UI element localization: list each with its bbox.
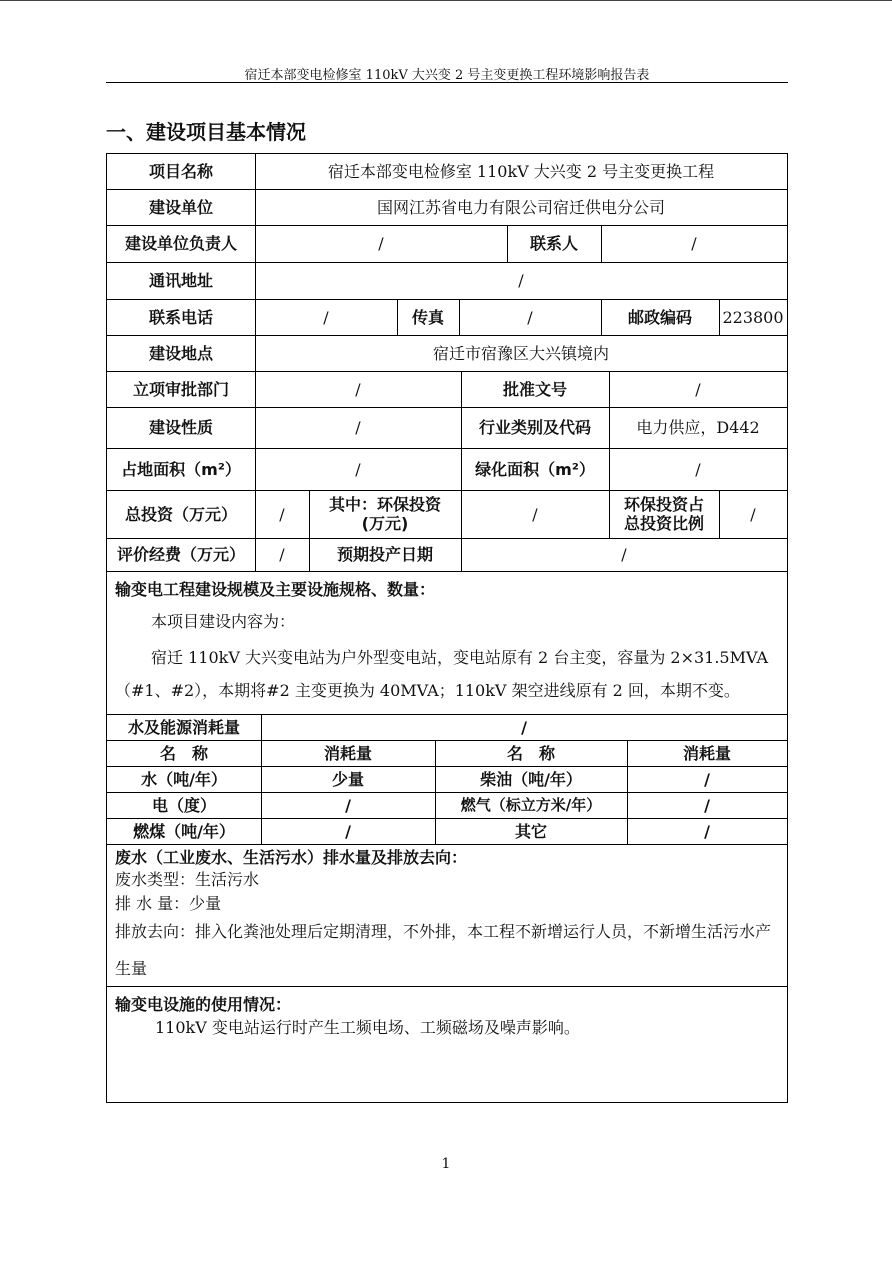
evaluation-fee-value: / bbox=[279, 545, 285, 564]
energy-row-name: 其它 bbox=[514, 821, 547, 841]
energy-row-name: 燃煤（吨/年） bbox=[133, 821, 235, 841]
energy-row-amount: / bbox=[704, 769, 710, 789]
env-investment-label-line1: 其中：环保投资 bbox=[328, 495, 441, 514]
approval-no-value: / bbox=[695, 379, 701, 399]
fax-value: / bbox=[527, 307, 533, 327]
energy-col-name-1: 名 称 bbox=[159, 743, 208, 763]
phone-value: / bbox=[323, 307, 329, 327]
usage-description: 110kV 变电站运行时产生工频电场、工频磁场及噪声影响。 bbox=[155, 1018, 580, 1037]
postcode-label: 邮政编码 bbox=[627, 307, 692, 327]
construction-unit-label: 建设单位 bbox=[148, 197, 213, 217]
fax-label: 传真 bbox=[411, 307, 444, 327]
scale-title: 输变电工程建设规模及主要设施规格、数量： bbox=[115, 580, 436, 599]
energy-consumption-value: / bbox=[521, 717, 527, 737]
energy-col-amount-1: 消耗量 bbox=[323, 743, 372, 763]
energy-row-amount: / bbox=[704, 821, 710, 841]
env-ratio-label bbox=[609, 490, 719, 538]
construction-site-label: 建设地点 bbox=[148, 343, 213, 363]
land-area-value: / bbox=[355, 459, 361, 479]
energy-row-name: 水（吨/年） bbox=[141, 769, 227, 789]
total-investment-value: / bbox=[279, 504, 285, 524]
page-top-border bbox=[0, 0, 892, 1]
approval-dept-label: 立项审批部门 bbox=[132, 379, 229, 399]
energy-consumption-label: 水及能源消耗量 bbox=[127, 717, 240, 737]
construction-site-value: 宿迁市宿豫区大兴镇境内 bbox=[432, 343, 609, 363]
row-divider bbox=[107, 571, 787, 572]
project-name-value: 宿迁本部变电检修室 110kV 大兴变 2 号主变更换工程 bbox=[327, 162, 715, 181]
section-title: 一、建设项目基本情况 bbox=[106, 120, 306, 144]
total-investment-label: 总投资（万元） bbox=[124, 504, 237, 524]
production-date-value: / bbox=[621, 545, 627, 564]
wastewater-destination: 排放去向：排入化粪池处理后定期清理，不外排，本工程不新增运行人员，不新增生活污水产生量 bbox=[115, 922, 772, 978]
industry-label: 行业类别及代码 bbox=[478, 418, 591, 437]
construction-nature-value: / bbox=[355, 418, 361, 437]
scale-description: 宿迁 110kV 大兴变电站为户外型变电站，变电站原有 2 台主变，容量为 2×31.5MVA（#1、#2），本期将#2 主变更换为 40MVA；110kV 架空进线原有 2 回，本期不变。 bbox=[115, 648, 769, 700]
page-header: 宿迁本部变电检修室 110kV 大兴变 2 号主变更换工程环境影响报告表 bbox=[244, 68, 650, 83]
env-investment-label-line2: (万元) bbox=[361, 514, 409, 533]
postcode-value: 223800 bbox=[722, 307, 784, 327]
phone-label: 联系电话 bbox=[148, 307, 213, 327]
energy-row-amount: / bbox=[704, 795, 710, 815]
row-divider bbox=[107, 844, 787, 845]
energy-row-amount: 少量 bbox=[331, 769, 364, 789]
unit-leader-label: 建设单位负责人 bbox=[124, 234, 237, 253]
env-investment-value: / bbox=[532, 504, 538, 524]
industry-value: 电力供应，D442 bbox=[636, 418, 760, 437]
page-number: 1 bbox=[441, 1156, 451, 1172]
contact-person-label: 联系人 bbox=[529, 234, 578, 253]
env-ratio-label-line1: 环保投资占 bbox=[623, 495, 704, 514]
scale-intro: 本项目建设内容为： bbox=[151, 612, 296, 631]
approval-dept-value: / bbox=[355, 379, 361, 399]
green-area-label: 绿化面积（m²） bbox=[475, 459, 595, 479]
contact-person-value: / bbox=[691, 234, 697, 253]
energy-row-amount: / bbox=[345, 821, 351, 841]
land-area-label: 占地面积（m²） bbox=[121, 459, 241, 479]
mailing-address-value: / bbox=[518, 271, 524, 290]
header-rule bbox=[106, 82, 788, 83]
approval-no-label: 批准文号 bbox=[502, 379, 567, 399]
wastewater-title: 废水（工业废水、生活污水）排水量及排放去向： bbox=[115, 848, 468, 867]
evaluation-fee-label: 评价经费（万元） bbox=[116, 545, 245, 564]
energy-row-name: 电（度） bbox=[151, 795, 216, 815]
green-area-value: / bbox=[695, 459, 701, 479]
env-investment-label bbox=[309, 490, 461, 538]
energy-col-name-2: 名 称 bbox=[506, 743, 555, 763]
project-name-label: 项目名称 bbox=[148, 162, 213, 181]
unit-leader-value: / bbox=[378, 234, 384, 253]
production-date-label: 预期投产日期 bbox=[336, 545, 433, 564]
energy-col-amount-2: 消耗量 bbox=[682, 743, 731, 763]
env-ratio-label-line2: 总投资比例 bbox=[623, 514, 704, 533]
mailing-address-label: 通讯地址 bbox=[148, 271, 213, 290]
wastewater-amount: 排 水 量：少量 bbox=[115, 894, 222, 913]
energy-row-name: 柴油（吨/年） bbox=[480, 769, 582, 789]
construction-nature-label: 建设性质 bbox=[148, 418, 213, 437]
wastewater-type: 废水类型：生活污水 bbox=[115, 870, 260, 889]
energy-row-name: 燃气（标立方米/年） bbox=[460, 795, 602, 814]
construction-unit-value: 国网江苏省电力有限公司宿迁供电分公司 bbox=[376, 197, 665, 217]
energy-row-amount: / bbox=[345, 795, 351, 815]
usage-title: 输变电设施的使用情况： bbox=[115, 995, 292, 1014]
env-ratio-value: / bbox=[750, 504, 756, 524]
basic-info-table bbox=[106, 153, 788, 1103]
